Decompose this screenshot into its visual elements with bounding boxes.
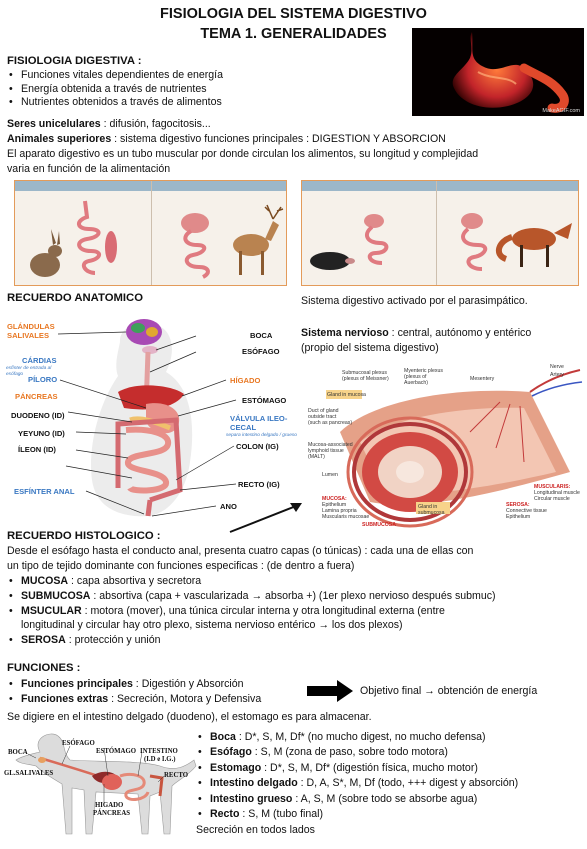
nervioso-label: Sistema nervioso [301, 327, 389, 339]
list-item [196, 808, 518, 822]
serosa-text: : protección y unión [65, 633, 161, 646]
carnivore-illustration [302, 181, 578, 285]
histology-arrow-icon [226, 498, 306, 538]
label-valvula-note: separa intestino delgado / grueso [226, 433, 297, 438]
funciones-heading: FUNCIONES : [7, 662, 81, 674]
submucosa-text: : absortiva (capa + vascularizada → absorba +) (1er plexo nervioso después submuc) [90, 589, 496, 602]
label-valvula-2: CECAL [230, 423, 257, 432]
organ-text: : D*, S, M, Df* (digestión física, mucho motor) [261, 761, 478, 774]
label-higado: HÍGADO [230, 376, 261, 385]
label-yeyuno: YEYUNO (ID) [18, 429, 65, 438]
label-gland-submucosa: Gland in submucosa [418, 504, 445, 516]
list-item [7, 693, 261, 707]
list-item [7, 605, 496, 619]
dog-label-intestino: INTESTINO [140, 748, 178, 755]
histologico-line-1: Desde el esófago hasta el conducto anal, presenta cuatro capas (o túnicas) : cada una de ellas con [7, 545, 474, 557]
list-item [7, 590, 496, 604]
label-mucosa: MUCOSA: [322, 496, 347, 502]
label-esfinter: ESFÍNTER ANAL [14, 487, 75, 496]
list-item: • Energía obtenida a través de nutrientes [7, 83, 223, 97]
list-item [196, 777, 518, 791]
label-pancreas: PÁNCREAS [15, 392, 58, 401]
label-colon: COLON (IG) [236, 442, 279, 451]
aparato-line-1: El aparato digestivo es un tubo muscular por donde circulan los alimentos, su longitud y complejidad [7, 148, 479, 160]
page-subtitle: TEMA 1. GENERALIDADES [200, 26, 387, 42]
list-item [196, 762, 518, 776]
nervioso-line-2: (propio del sistema digestivo) [301, 342, 439, 354]
label-glandulas-1: GLÁNDULAS [7, 322, 55, 331]
nervioso-line [301, 327, 531, 341]
list-item-continuation [7, 619, 496, 633]
principales-text: : Digestión y Absorción [132, 678, 244, 690]
extras-label: Funciones extras [21, 692, 109, 705]
organ-text: : D*, S, M, Df* (no mucho digest, no mucho defensa) [235, 731, 486, 743]
organos-list [196, 731, 518, 822]
organ-text: : S, M (tubo final) [239, 807, 324, 820]
label-muscularis: MUSCULARIS: [534, 484, 571, 490]
organ-name: Estomago [210, 761, 262, 774]
label-nerve: Nerve [550, 364, 564, 370]
organ-text: : S, M (zona de paso, sobre todo motora) [251, 746, 448, 759]
dog-diagram [0, 726, 200, 844]
page-title: FISIOLOGIA DEL SISTEMA DIGESTIVO [160, 6, 427, 22]
label-ileon: ÍLEON (ID) [18, 445, 56, 454]
organ-name: Boca [210, 731, 236, 743]
label-lumen: Lumen [322, 472, 338, 478]
label-glandulas-2: SALIVALES [7, 331, 50, 340]
animales-text: : sistema digestivo funciones principales : DIGESTION Y ABSORCION [111, 133, 446, 145]
label-boca: BOCA [250, 331, 273, 340]
aparato-line-2: varia en función de la alimentación [7, 163, 171, 175]
label-valvula-1: VÁLVULA ILEO- [230, 414, 288, 423]
label-submucosa: SUBMUCOSA [362, 522, 397, 528]
mucosa-label: MUCOSA [21, 575, 69, 587]
dog-label-glsalivales: GL.SALIVALES [4, 770, 54, 777]
herbivore-figure [14, 180, 287, 286]
histologico-line-2: un tipo de tejido dominante con funciones especificas : (de dentro a fuera) [7, 560, 355, 572]
submucosa-label: SUBMUCOSA [21, 589, 91, 602]
herbivore-illustration [15, 181, 286, 285]
label-duct: Duct of gland outside tract (such as pancreas) [308, 408, 353, 426]
label-mucosa-layers: Epithelium Lamina propria Muscularis mucosae [322, 502, 370, 520]
list-item [196, 793, 518, 807]
organ-name: Intestino delgado [210, 777, 298, 790]
muscular-text: : motora (mover), una túnica circular interna y otra longitudinal externa (entre [81, 604, 445, 617]
funciones-list [7, 678, 261, 707]
carnivore-figure [301, 180, 579, 286]
secrecion-text: Secreción en todos lados [196, 824, 315, 836]
photo-caption: MakeAGIF.com [542, 108, 580, 114]
label-serosa: SEROSA: [506, 502, 530, 508]
list-item: • Nutrientes obtenidos a través de alimentos [7, 96, 223, 110]
unicelulares-line [7, 118, 211, 132]
label-cardias: CÁRDIAS [22, 356, 57, 365]
dog-label-pancreas: PÁNCREAS [93, 810, 131, 817]
anatomy-diagram [0, 312, 300, 527]
list-item [7, 634, 496, 648]
label-duodeno: DUODENO (ID) [11, 411, 65, 420]
label-serosa-layers: Connective tissue Epithelium [506, 508, 547, 520]
objetivo-text: Objetivo final → obtención de energía [360, 685, 538, 697]
funciones-note: Se digiere en el intestino delgado (duodeno), el estomago es para almacenar. [7, 711, 372, 723]
label-cardias-note: esfínter de entrada al esófago [6, 366, 52, 377]
animales-label: Animales superiores [7, 133, 112, 145]
anatomico-heading: RECUERDO ANATOMICO [7, 292, 143, 304]
organ-name: Intestino grueso [210, 792, 293, 805]
list-item: • Funciones vitales dependientes de energía [7, 69, 223, 83]
list-item [7, 678, 261, 692]
histologico-heading: RECUERDO HISTOLOGICO : [7, 530, 161, 542]
mucosa-text: : capa absortiva y secretora [68, 575, 202, 587]
serosa-label: SEROSA [21, 633, 66, 646]
label-myenteric-plexus: Myenteric plexus (plexus of Auerbach) [404, 368, 443, 386]
dog-label-esofago: ESÓFAGO [62, 740, 95, 747]
label-muscularis-layers: Longitudinal muscle Circular muscle [534, 490, 580, 502]
dog-illustration [0, 726, 200, 844]
label-recto: RECTO (IG) [238, 480, 280, 489]
label-ano: ANO [220, 502, 237, 511]
label-esofago: ESÓFAGO [242, 347, 280, 356]
extras-text: : Secreción, Motora y Defensiva [108, 692, 262, 705]
stomach-illustration [412, 28, 584, 116]
organ-name: Esófago [210, 746, 252, 759]
label-estomago: ESTÓMAGO [242, 396, 287, 405]
list-item [196, 731, 518, 745]
label-submucosal-plexus: Submucosal plexus (plexus of Meissner) [342, 370, 389, 382]
dog-label-recto: RECTO [164, 772, 189, 779]
principales-label: Funciones principales [21, 678, 133, 690]
unicelulares-label: Seres unicelulares [7, 118, 101, 130]
dog-label-estomago: ESTÓMAGO [96, 748, 137, 755]
arrow-right-icon [305, 678, 355, 704]
dog-label-boca: BOCA [8, 749, 28, 756]
label-mesentery: Mesentery [470, 376, 495, 382]
stomach-photo [412, 28, 584, 116]
fisiologia-heading: FISIOLOGIA DIGESTIVA : [7, 55, 142, 67]
organ-text: : A, S, M (sobre todo se absorbe agua) [292, 792, 478, 805]
label-piloro: PÍLORO [28, 375, 58, 384]
animales-line [7, 133, 446, 147]
label-gland-mucosa: Gland in mucosa [327, 392, 366, 398]
muscular-label: MSUCULAR [21, 604, 82, 617]
list-item [196, 746, 518, 760]
fisiologia-list [7, 69, 223, 110]
organ-text: : D, A, S*, M, Df (todo, +++ digest y absorción) [297, 777, 519, 790]
dog-label-intestino-note: (I.D e I.G.) [144, 756, 176, 763]
histology-diagram [300, 362, 587, 530]
muscular-line-2: longitudinal y circular hay otro plexo, sistema nervioso entérico → los dos plexos) [21, 618, 403, 631]
capas-list [7, 575, 496, 647]
label-malt: Mucosa-associated lymphoid tissue (MALT) [308, 442, 353, 460]
organ-name: Recto [210, 807, 240, 820]
unicelulares-text: : difusión, fagocitosis... [100, 118, 211, 130]
label-artery: Artery [550, 372, 564, 378]
parasimpatico-text: Sistema digestivo activado por el parasimpático. [301, 295, 528, 307]
list-item [7, 575, 496, 589]
dog-label-higado: HIGADO [95, 802, 124, 809]
nervioso-text: : central, autónomo y entérico [388, 327, 532, 339]
